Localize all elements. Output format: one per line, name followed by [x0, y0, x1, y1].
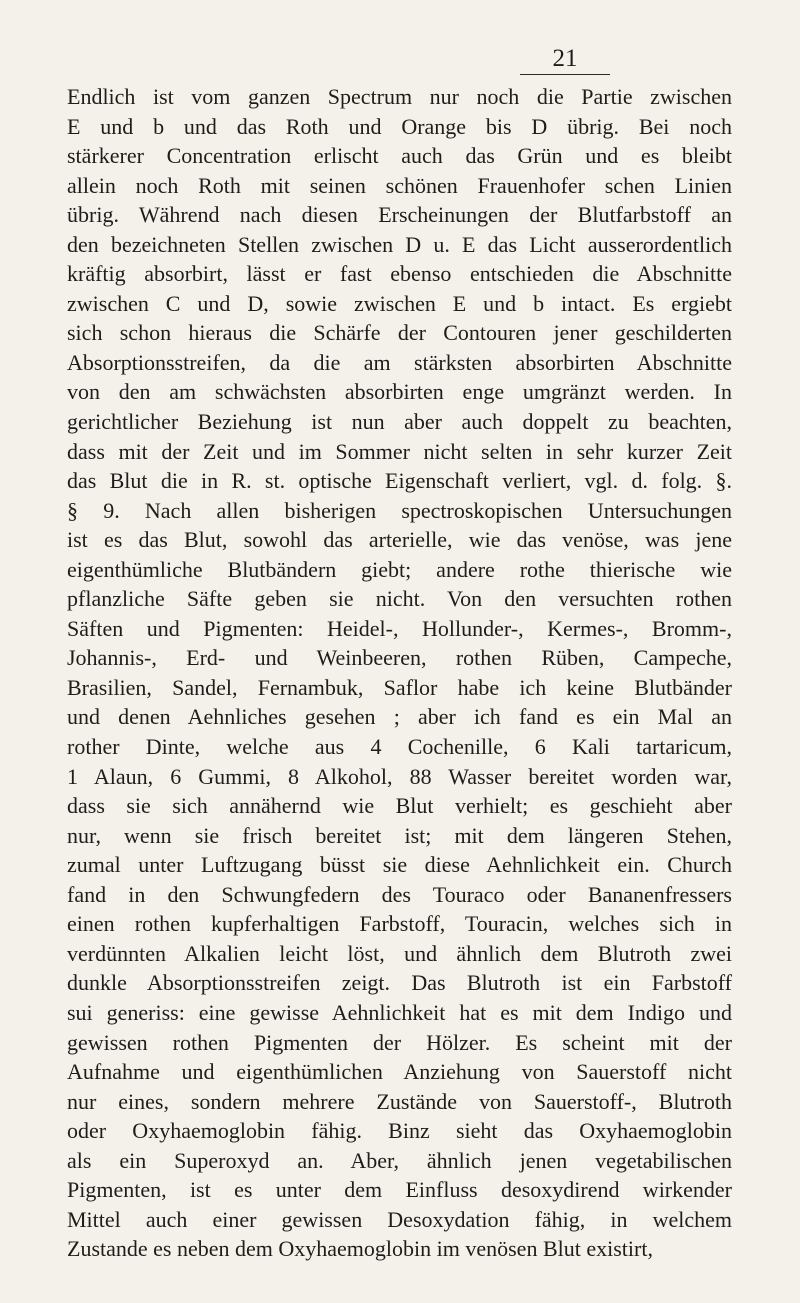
text-line: Aufnahme und eigenthümlichen Anziehung von Sauerstoff nicht	[67, 1059, 732, 1085]
text-line: Zustande es neben dem Oxyhaemoglobin im venösen Blut existirt,	[67, 1236, 653, 1262]
text-line: verdünnten Alkalien leicht löst, und ähnlich dem Blutroth zwei	[67, 940, 732, 966]
text-line: und denen Aehnliches gesehen ; aber ich fand es ein Mal an	[67, 704, 732, 730]
text-line: von den am schwächsten absorbirten enge umgränzt werden. In	[67, 379, 732, 405]
text-line: dass mit der Zeit und im Sommer nicht selten in sehr kurzer Zeit	[67, 438, 732, 464]
text-line: rother Dinte, welche aus 4 Cochenille, 6 Kali tartaricum,	[67, 734, 732, 760]
body-text	[67, 82, 732, 1264]
text-line: den bezeichneten Stellen zwischen D u. E das Licht ausserordentlich	[67, 231, 732, 257]
page-number: 21	[520, 44, 610, 75]
text-line: stärkerer Concentration erlischt auch das Grün und es bleibt	[67, 143, 732, 169]
text-line: ist es das Blut, sowohl das arterielle, wie das venöse, was jene	[67, 527, 732, 553]
text-line: als ein Superoxyd an. Aber, ähnlich jenen vegetabilischen	[67, 1147, 732, 1173]
text-line: dunkle Absorptionsstreifen zeigt. Das Blutroth ist ein Farbstoff	[67, 970, 732, 996]
text-line: nur eines, sondern mehrere Zustände von Sauerstoff-, Blutroth	[67, 1088, 732, 1114]
text-line: 1 Alaun, 6 Gummi, 8 Alkohol, 88 Wasser bereitet worden war,	[67, 763, 732, 789]
text-line: einen rothen kupferhaltigen Farbstoff, Touracin, welches sich in	[67, 911, 732, 937]
text-line: Mittel auch einer gewissen Desoxydation fähig, in welchem	[67, 1206, 732, 1232]
text-line: Säften und Pigmenten: Heidel-, Hollunder-, Kermes-, Bromm-,	[67, 615, 732, 641]
text-line: Brasilien, Sandel, Fernambuk, Saflor habe ich keine Blutbänder	[67, 674, 732, 700]
text-line: allein noch Roth mit seinen schönen Frauenhofer schen Linien	[67, 172, 732, 198]
text-line: Endlich ist vom ganzen Spectrum nur noch die Partie zwischen	[67, 84, 732, 109]
text-line: § 9. Nach allen bisherigen spectroskopischen Untersuchungen	[67, 497, 732, 523]
text-line: kräftig absorbirt, lässt er fast ebenso entschieden die Abschnitte	[67, 261, 732, 287]
text-line: Absorptionsstreifen, da die am stärksten absorbirten Abschnitte	[67, 349, 732, 375]
text-line: oder Oxyhaemoglobin fähig. Binz sieht das Oxyhaemoglobin	[67, 1118, 732, 1144]
text-line: dass sie sich annähernd wie Blut verhielt; es geschieht aber	[67, 793, 732, 819]
text-line: fand in den Schwungfedern des Touraco oder Bananenfressers	[67, 881, 732, 907]
text-line: gerichtlicher Beziehung ist nun aber auch doppelt zu beachten,	[67, 409, 732, 435]
text-line: zwischen C und D, sowie zwischen E und b intact. Es ergiebt	[67, 290, 732, 316]
text-line: Pigmenten, ist es unter dem Einfluss desoxydirend wirkender	[67, 1177, 732, 1203]
text-line: sui generiss: eine gewisse Aehnlichkeit hat es mit dem Indigo und	[67, 999, 732, 1025]
text-line: zumal unter Luftzugang büsst sie diese Aehnlichkeit ein. Church	[67, 852, 732, 878]
text-line: sich schon hieraus die Schärfe der Contouren jener geschilderten	[67, 320, 732, 346]
text-line: E und b und das Roth und Orange bis D übrig. Bei noch	[67, 113, 732, 139]
text-line: pflanzliche Säfte geben sie nicht. Von den versuchten rothen	[67, 586, 732, 612]
text-line: gewissen rothen Pigmenten der Hölzer. Es scheint mit der	[67, 1029, 732, 1055]
text-line: nur, wenn sie frisch bereitet ist; mit dem längeren Stehen,	[67, 822, 732, 848]
text-line: Johannis-, Erd- und Weinbeeren, rothen Rüben, Campeche,	[67, 645, 732, 671]
text-line: das Blut die in R. st. optische Eigenschaft verliert, vgl. d. folg. §.	[67, 468, 732, 494]
text-line: eigenthümliche Blutbändern giebt; andere rothe thierische wie	[67, 556, 732, 582]
text-line: übrig. Während nach diesen Erscheinungen der Blutfarbstoff an	[67, 202, 732, 228]
